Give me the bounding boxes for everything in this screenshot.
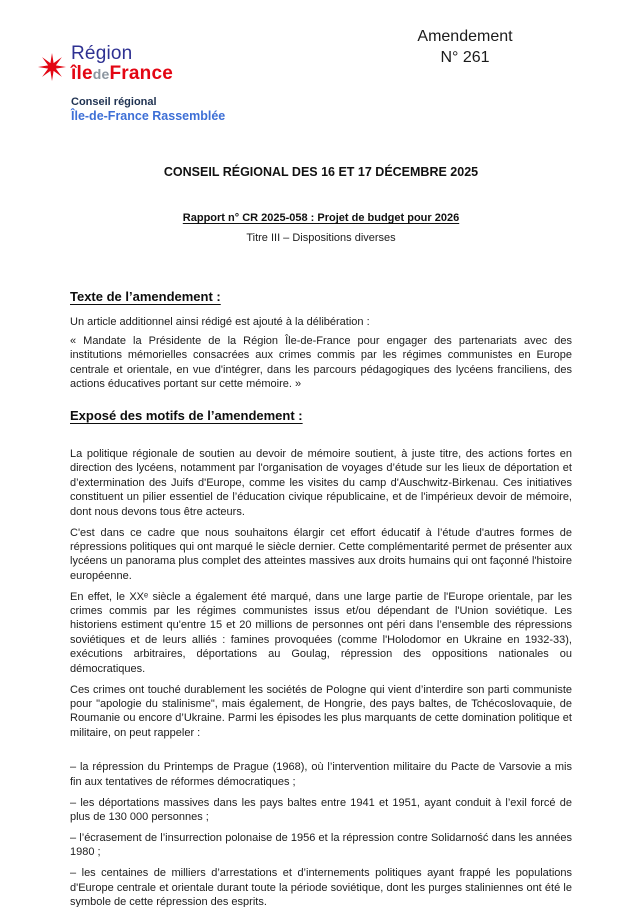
motives-paragraph: Ces crimes ont touché durablement les sociétés de Pologne qui vient d’interdire son parti communiste pour "apologie du stalinisme", mais également, de Hongrie, des pays baltes, de Tchécoslovaquie, de Roumanie ou encore d’Ukraine. Parmi les épisodes les plus marquants de cette domination politique et militaire, on peut rappeler : — [70, 683, 572, 739]
region-idf-logo — [37, 44, 173, 84]
report-subtitle: Titre III – Dispositions diverses — [246, 232, 396, 244]
region-idf-star-icon — [37, 52, 67, 82]
brand-france: France — [109, 63, 173, 84]
motives-bullet: – l’écrasement de l’insurrection polonaise de 1956 et la répression contre Solidarność dans les années 1980 ; — [70, 831, 572, 859]
amendment-text-heading: Texte de l’amendement : — [70, 289, 221, 304]
org-idf-rassemblee: Île-de-France Rassemblée — [71, 109, 226, 123]
amendment-number: N° 261 — [440, 49, 490, 66]
brand-iledefrance — [71, 64, 173, 84]
amendment-text-body: « Mandate la Présidente de la Région Île-de-France pour engager des partenariats avec des institutions mémorielles consacrées aux crimes commis par les régimes communistes en Europe centrale et orientale, en vue d'intégrer, dans les parcours pédagogiques des lycéens franciliens, des actions éducatives portant sur cette mémoire. » — [70, 335, 572, 390]
org-conseil-regional: Conseil régional — [71, 96, 157, 108]
motives-paragraph: C'est dans ce cadre que nous souhaitons élargir cet effort éducatif à l’étude d'autres formes de répressions politiques qui ont marqué le siècle dernier. Cette complémentarité permet de présenter aux lycéens un panorama plus complet des atteintes massives aux droits humains qui ont façonné l'histoire européenne. — [70, 526, 572, 582]
motives-bullet: – les centaines de milliers d’arrestations et d’internements politiques ayant frappé les populations d'Europe centrale et orientale durant toute la période soviétique, dont les purges staliniennes ont été le symbole de cette répression des esprits. — [70, 867, 572, 907]
amendment-number-block — [340, 26, 590, 68]
motives-bullet: – la répression du Printemps de Prague (1968), où l’intervention militaire du Pacte de Varsovie a mis fin aux tentatives de réformes démocratiques ; — [70, 761, 572, 788]
brand-region: Région — [71, 43, 133, 64]
brand-ile: île — [71, 63, 93, 84]
report-title: Rapport n° CR 2025-058 : Projet de budget pour 2026 — [182, 212, 460, 224]
motives-paragraph: La politique régionale de soutien au devoir de mémoire soutient, à juste titre, des actions fortes en direction des lycéens, notamment par l'organisation de voyages d’étude sur les lieux de déportation et d’extermination des Juifs d'Europe, comme les visites du camp d'Auschwitz-Birkenau. Ces initiatives constituent un pilier essentiel de l’éducation civique républicaine, et de l'impérieux devoir de mémoire, dont nous devons tous être acteurs. — [70, 448, 572, 518]
amendment-text-intro: Un article additionnel ainsi rédigé est ajouté à la délibération : — [70, 316, 370, 328]
session-title: CONSEIL RÉGIONAL DES 16 ET 17 DÉCEMBRE 2025 — [163, 165, 479, 179]
motives-paragraph: En effet, le XXᵉ siècle a également été marqué, dans une large partie de l'Europe orientale, par les crimes commis par les régimes communistes issus et/ou dépendant de l'Union soviétique. Les historiens estiment qu'entre 15 et 20 millions de personnes ont péri dans l’ensemble des répressions soviétiques et de leurs alliés : famines provoquées (comme l'Holodomor en Ukraine en 1932-33), exécutions arbitraires, déportations au Goulag, répression des oppositions nationales ou démocratiques. — [70, 590, 572, 675]
motives-heading: Exposé des motifs de l’amendement : — [70, 408, 303, 423]
motives-bullet-list — [70, 760, 572, 907]
motives-body — [70, 447, 572, 907]
org-block — [71, 96, 225, 123]
brand-de: de — [92, 66, 110, 82]
brand-text — [71, 44, 173, 84]
motives-bullet: – les déportations massives dans les pays baltes entre 1941 et 1951, ayant conduit à l’exil forcé de plus de 130 000 personnes ; — [70, 796, 572, 823]
amendment-label: Amendement — [417, 28, 513, 45]
